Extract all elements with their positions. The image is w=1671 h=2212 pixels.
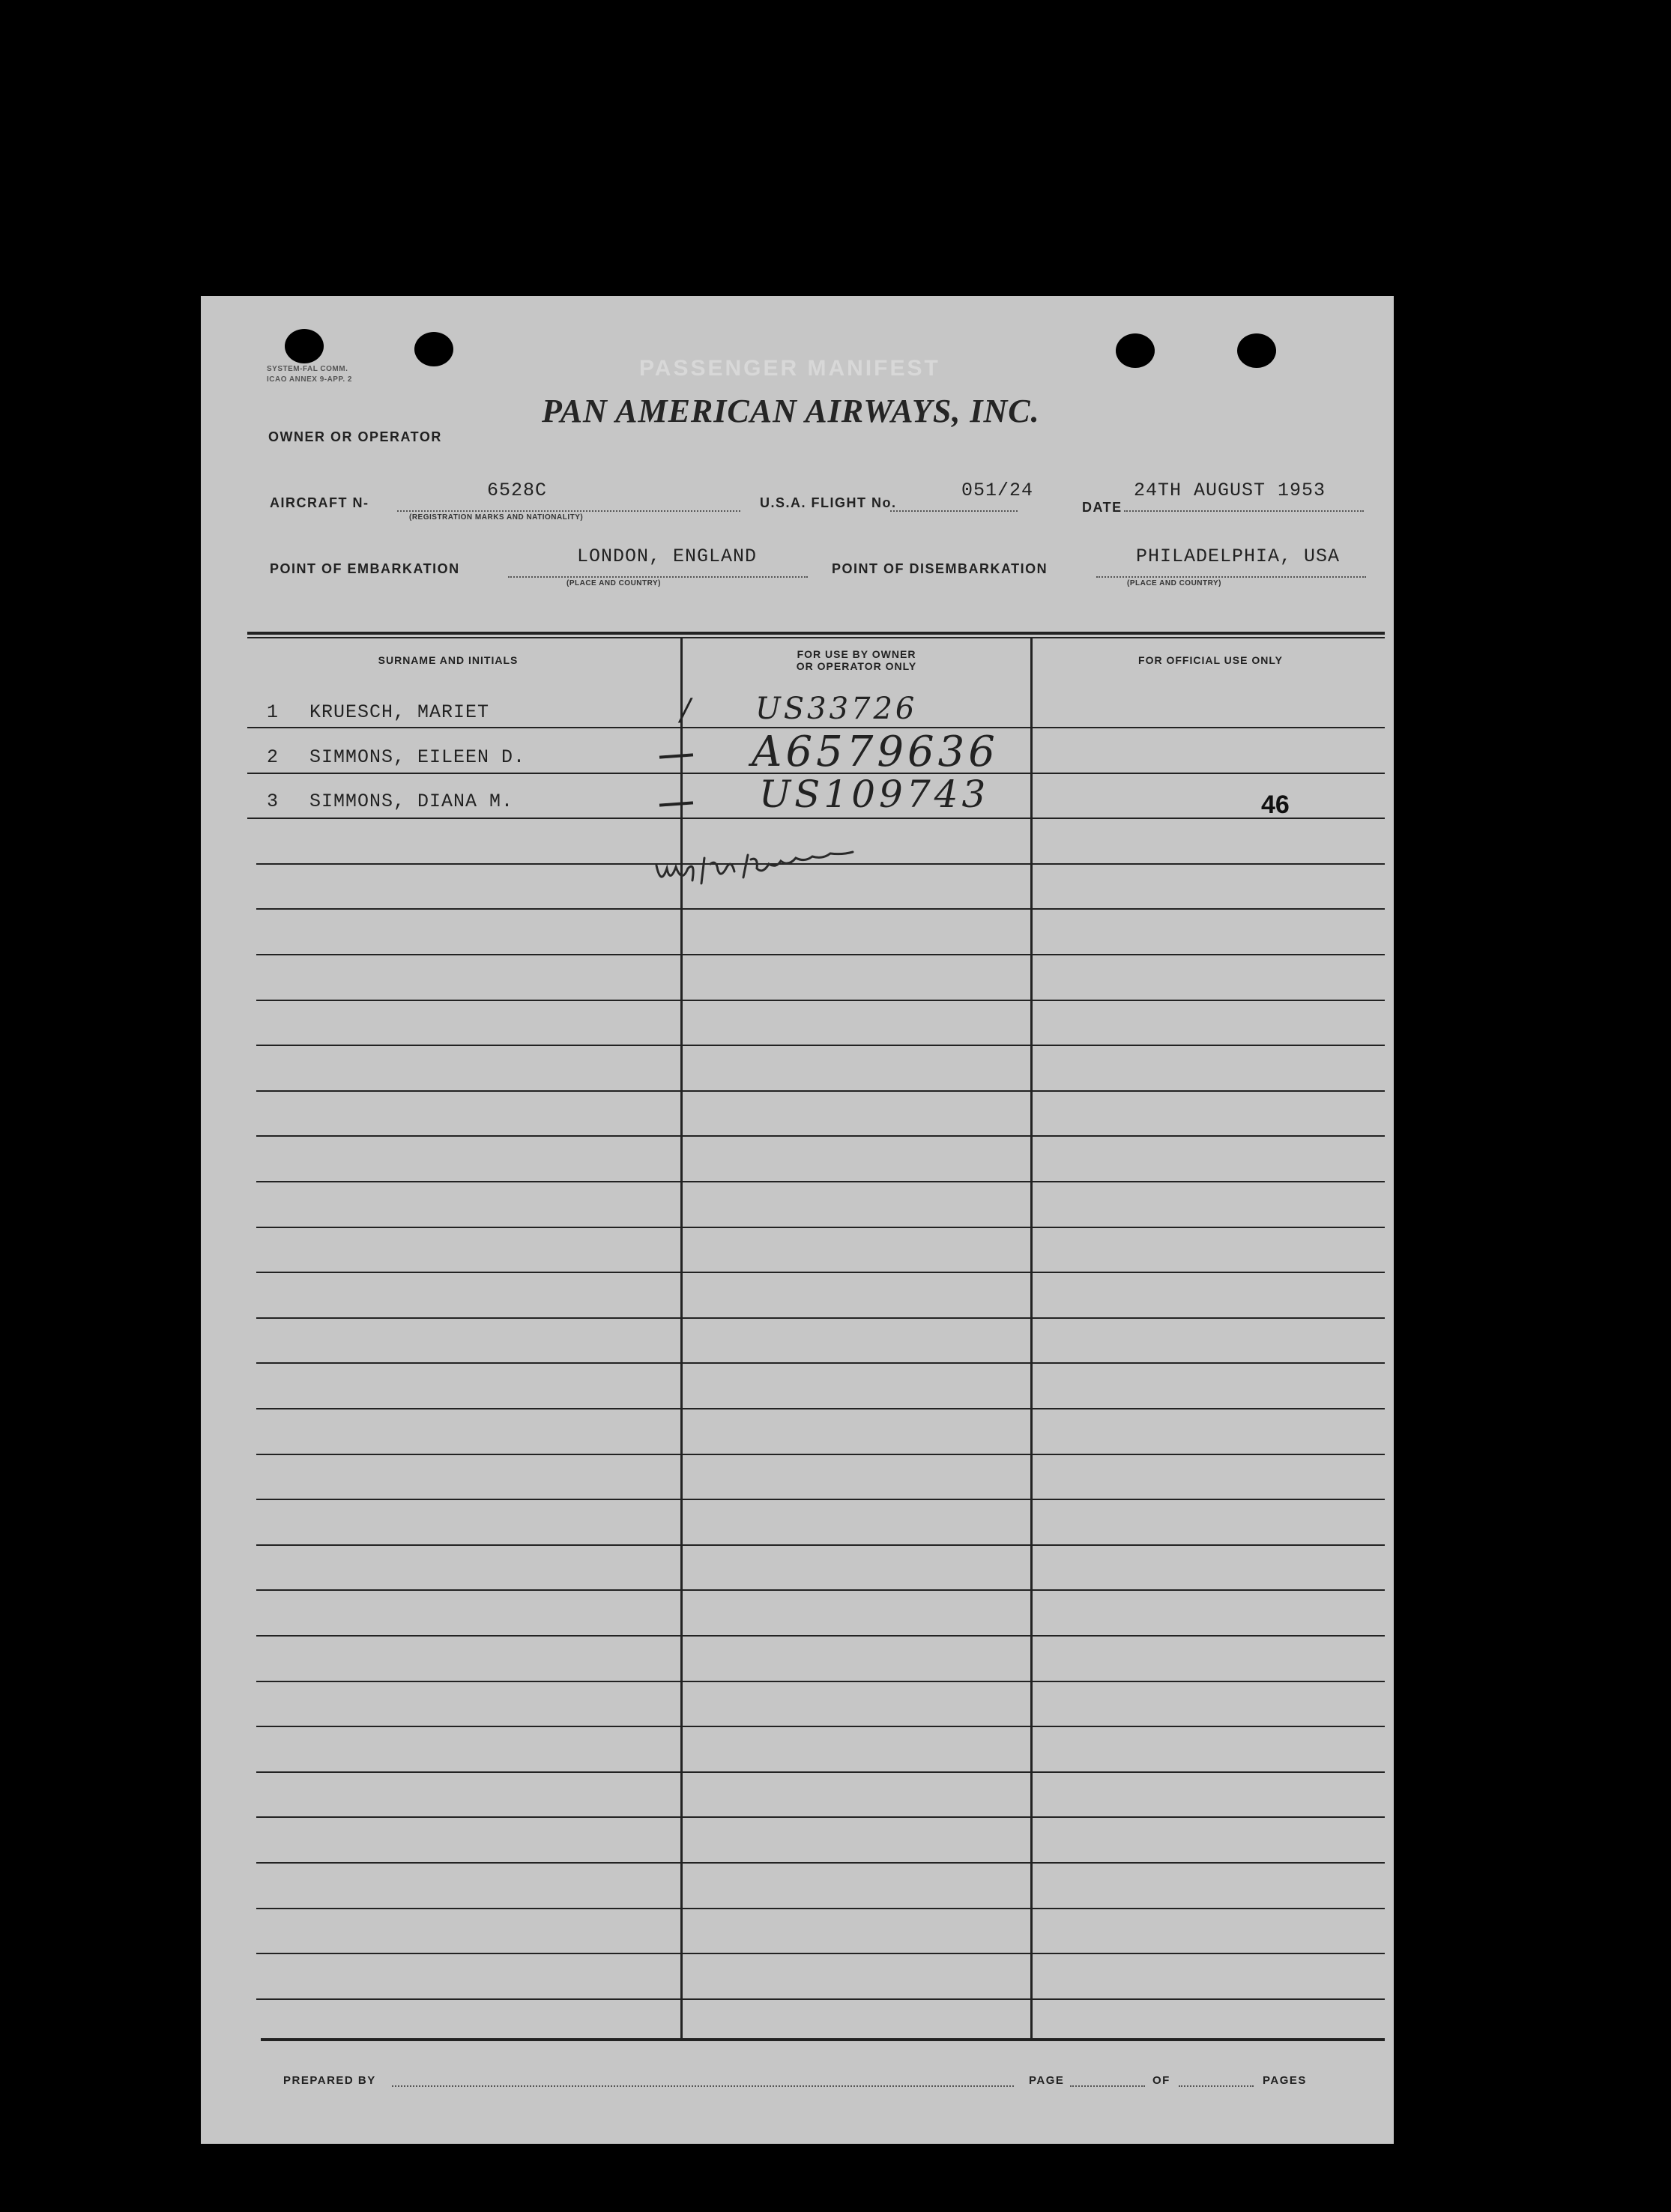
column-divider-2 — [1030, 637, 1033, 2038]
ruled-line — [256, 1771, 1385, 1773]
row-2-check-mark — [659, 753, 693, 758]
row-2-owner-note: A6579636 — [752, 728, 999, 776]
disembarkation-label: POINT OF DISEMBARKATION — [832, 561, 1048, 576]
embarkation-value: LONDON, ENGLAND — [577, 546, 758, 567]
flight-underline — [890, 510, 1018, 512]
ruled-line — [256, 1135, 1385, 1137]
table-top-rule-inner — [247, 637, 1385, 638]
ruled-line — [256, 1362, 1385, 1364]
ruled-line — [256, 1317, 1385, 1319]
ruled-line — [256, 1635, 1385, 1637]
embarkation-underline — [508, 576, 808, 578]
ruled-line — [256, 1045, 1385, 1046]
row-2-name: SIMMONS, EILEEN D. — [309, 746, 526, 768]
ruled-line — [256, 908, 1385, 910]
ruled-line — [256, 1090, 1385, 1092]
ruled-line — [256, 1862, 1385, 1864]
registration-sublabel: (REGISTRATION MARKS AND NATIONALITY) — [409, 513, 584, 522]
of-underline — [1179, 2085, 1254, 2087]
ruled-line — [256, 1000, 1385, 1001]
embarkation-sublabel: (PLACE AND COUNTRY) — [566, 579, 661, 587]
row-3-check-mark — [659, 801, 693, 806]
row-1-owner-note: US33726 — [755, 692, 918, 726]
row-2-number: 2 — [267, 746, 279, 768]
prepared-by-underline — [392, 2085, 1014, 2087]
ruled-line — [256, 954, 1385, 955]
page-underline — [1070, 2085, 1145, 2087]
header-official: FOR OFFICIAL USE ONLY — [1138, 654, 1283, 666]
row-3-name: SIMMONS, DIANA M. — [309, 791, 514, 812]
date-underline — [1124, 510, 1364, 512]
of-label: OF — [1152, 2074, 1170, 2087]
ruled-line — [256, 1589, 1385, 1591]
ruled-line — [256, 1908, 1385, 1909]
form-code-line-2: ICAO ANNEX 9-APP. 2 — [267, 375, 352, 384]
manifest-sheet — [201, 296, 1394, 2144]
row-1-name: KRUESCH, MARIET — [309, 701, 490, 723]
table-top-rule — [247, 632, 1385, 635]
header-surname: SURNAME AND INITIALS — [378, 654, 519, 666]
ruled-line — [256, 1181, 1385, 1182]
flight-label: U.S.A. FLIGHT No. — [760, 495, 897, 510]
punch-hole — [1116, 333, 1155, 368]
ruled-line — [256, 1544, 1385, 1546]
ruled-line — [256, 1408, 1385, 1409]
ruled-line — [256, 1454, 1385, 1455]
ruled-line — [256, 1499, 1385, 1500]
prepared-by-label: PREPARED BY — [283, 2074, 376, 2087]
punch-hole — [1237, 333, 1276, 368]
date-label: DATE — [1082, 500, 1122, 515]
disembarkation-sublabel: (PLACE AND COUNTRY) — [1127, 579, 1221, 587]
aircraft-value: 6528C — [487, 480, 548, 501]
company-name: PAN AMERICAN AIRWAYS, INC. — [542, 393, 1040, 429]
table-bottom-rule — [261, 2038, 1385, 2041]
form-code-line-1: SYSTEM-FAL COMM. — [267, 365, 348, 373]
header-owner-use-1: FOR USE BY OWNER — [797, 648, 916, 660]
punch-hole — [285, 329, 324, 363]
row-3-number: 3 — [267, 791, 279, 812]
flight-value: 051/24 — [961, 480, 1034, 501]
row-1-check-mark: / — [680, 693, 691, 728]
ruled-line — [256, 1998, 1385, 2000]
official-stamp-number: 46 — [1261, 791, 1290, 819]
row-3-owner-note: US109743 — [759, 773, 990, 816]
aircraft-underline — [397, 510, 740, 512]
ruled-line — [247, 818, 1385, 819]
ruled-line — [256, 1816, 1385, 1818]
handwritten-signature — [650, 843, 913, 895]
ruled-line — [256, 1272, 1385, 1273]
disembarkation-value: PHILADELPHIA, USA — [1136, 546, 1341, 567]
ruled-line — [256, 1726, 1385, 1727]
header-owner-use-2: OR OPERATOR ONLY — [796, 660, 917, 672]
form-title: PASSENGER MANIFEST — [639, 356, 940, 381]
disembarkation-underline — [1096, 576, 1366, 578]
row-1-number: 1 — [267, 701, 279, 723]
owner-operator-label: OWNER OR OPERATOR — [268, 429, 442, 444]
page-label: PAGE — [1029, 2074, 1065, 2087]
ruled-line — [256, 1681, 1385, 1682]
ruled-line — [256, 1227, 1385, 1228]
aircraft-label: AIRCRAFT N- — [270, 495, 369, 510]
punch-hole — [414, 332, 453, 366]
ruled-line — [256, 1953, 1385, 1954]
date-value: 24TH AUGUST 1953 — [1134, 480, 1326, 501]
embarkation-label: POINT OF EMBARKATION — [270, 561, 460, 576]
pages-label: PAGES — [1263, 2074, 1307, 2087]
